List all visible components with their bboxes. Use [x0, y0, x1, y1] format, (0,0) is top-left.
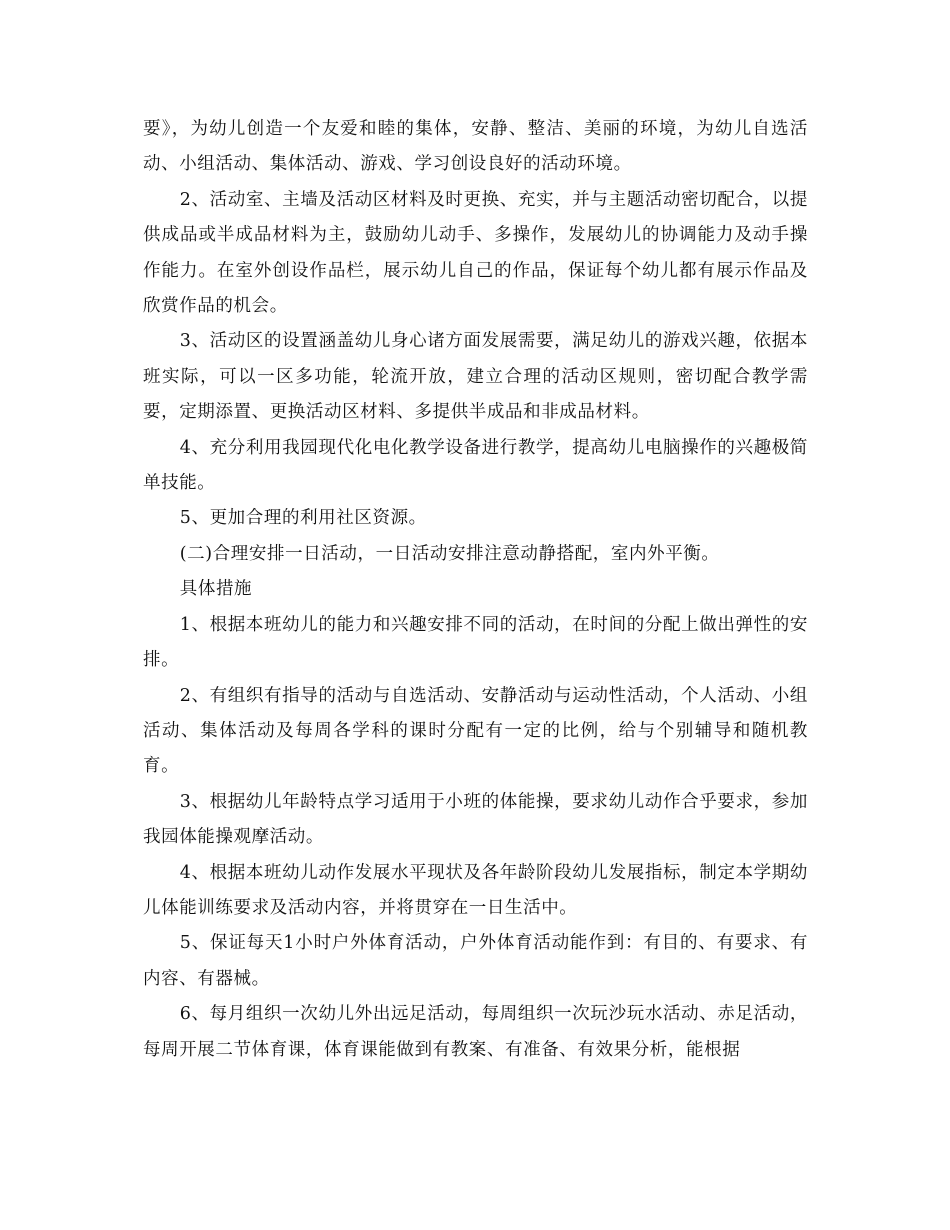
- paragraph-measure-6: 6、每月组织一次幼儿外出远足活动，每周组织一次玩沙玩水活动、赤足活动，每周开展二节体育课，体育课能做到有教案、有准备、有效果分析，能根据: [143, 1004, 808, 1060]
- paragraph-continuation: 要》，为幼儿创造一个友爱和睦的集体，安静、整洁、美丽的环境，为幼儿自选活动、小组活动、集体活动、游戏、学习创设良好的活动环境。: [143, 119, 808, 175]
- paragraph-measure-2: 2、有组织有指导的活动与自选活动、安静活动与运动性活动，个人活动、小组活动、集体活动及每周各学科的课时分配有一定的比例，给与个别辅导和随机教育。: [143, 685, 808, 777]
- section-heading-daily-activities: (二)合理安排一日活动，一日活动安排注意动静搭配，室内外平衡。: [179, 543, 720, 564]
- paragraph-measure-5: 5、保证每天1小时户外体育活动，户外体育活动能作到：有目的、有要求、有内容、有器械。: [143, 933, 808, 989]
- subheading-specific-measures: 具体措施: [179, 579, 253, 600]
- paragraph-measure-3: 3、根据幼儿年龄特点学习适用于小班的体能操，要求幼儿动作合乎要求，参加我园体能操观摩活动。: [143, 791, 808, 848]
- paragraph-item-5-community: 5、更加合理的利用社区资源。: [179, 508, 427, 529]
- paragraph-item-4-equipment: 4、充分利用我园现代化电化教学设备进行教学，提高幼儿电脑操作的兴趣极简单技能。: [143, 437, 808, 494]
- paragraph-measure-4: 4、根据本班幼儿动作发展水平现状及各年龄阶段幼儿发展指标，制定本学期幼儿体能训练要求及活动内容，并将贯穿在一日生活中。: [143, 862, 808, 918]
- document-body: [143, 112, 808, 1068]
- paragraph-item-2-materials: 2、活动室、主墙及活动区材料及时更换、充实，并与主题活动密切配合，以提供成品或半成品材料为主，鼓励幼儿动手、多操作，发展幼儿的协调能力及动手操作能力。在室外创设作品栏，展示幼儿自己的作品，保证每个幼儿都有展示作品及欣赏作品的机会。: [143, 189, 808, 317]
- paragraph-item-3-activity-areas: 3、活动区的设置涵盖幼儿身心诸方面发展需要，满足幼儿的游戏兴趣，依据本班实际，可以一区多功能，轮流开放，建立合理的活动区规则，密切配合教学需要，定期添置、更换活动区材料、多提供半成品和非成品材料。: [143, 331, 808, 423]
- paragraph-measure-1: 1、根据本班幼儿的能力和兴趣安排不同的活动，在时间的分配上做出弹性的安排。: [143, 614, 808, 671]
